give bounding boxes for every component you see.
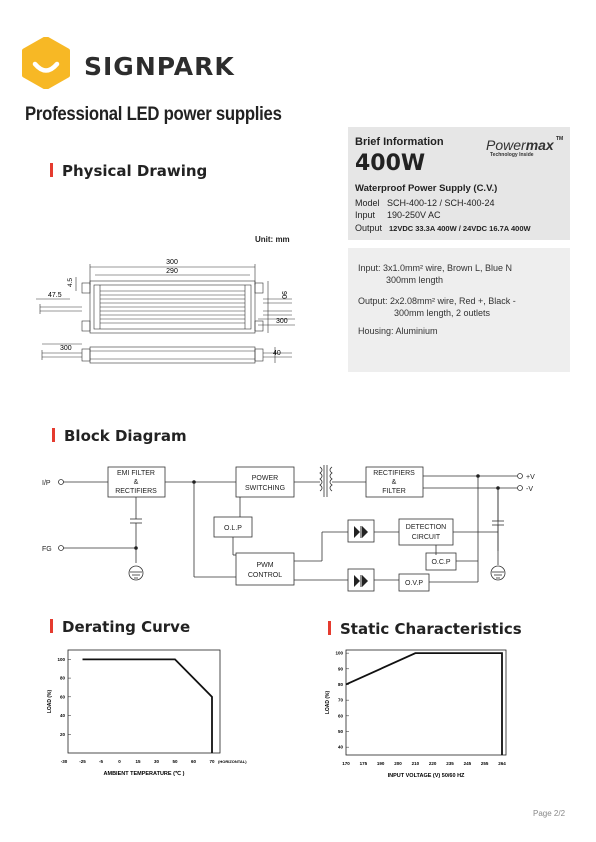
- x-end-label: (HORIZONTAL): [218, 759, 247, 764]
- wiring-specs-panel: [348, 248, 570, 372]
- rf-label-1: RECTIFIERS: [373, 470, 415, 477]
- y-tick-label: 50: [337, 728, 343, 734]
- wattage: 400W: [355, 151, 426, 176]
- x-tick-label: 170: [342, 761, 350, 766]
- spec-input-2: 300mm length: [386, 275, 444, 285]
- x-tick-label: 50: [172, 759, 178, 764]
- powermax-logo: Powermax: [486, 137, 554, 153]
- ovp-label: O.V.P: [404, 580, 424, 587]
- y-tick-label: 60: [59, 694, 65, 700]
- product-subtitle: Waterproof Power Supply (C.V.): [355, 183, 498, 194]
- x-tick-label: 0: [118, 759, 121, 764]
- chart-frame: [68, 650, 220, 753]
- page-title: Professional LED power supplies: [25, 104, 282, 125]
- dim-90: 90: [280, 291, 287, 299]
- det-label-1: DETECTION: [405, 524, 447, 531]
- y-tick-label: 40: [59, 713, 65, 719]
- emi-label-3: RECTIFIERS: [115, 488, 157, 495]
- pwm-label-2: CONTROL: [247, 572, 283, 579]
- ps-label-2: SWITCHING: [244, 485, 286, 492]
- x-tick-label: 190: [376, 761, 385, 766]
- x-tick-label: 255: [480, 761, 489, 766]
- x-tick-label: 30: [153, 759, 160, 764]
- series-line: [83, 659, 213, 753]
- x-tick-label: 235: [446, 761, 454, 766]
- label-ip: I/P: [42, 480, 51, 487]
- brief-heading: Brief Information: [355, 136, 444, 148]
- block-diagram: [30, 455, 570, 595]
- x-tick-label: 60: [190, 759, 197, 764]
- x-axis-label: AMBIENT TEMPERATURE (℃ ): [103, 771, 185, 777]
- spec-output-1: Output: 2x2.08mm² wire, Red +, Black -: [358, 296, 516, 306]
- pwm-label-1: PWM: [256, 562, 274, 569]
- y-axis-label: LOAD (%): [325, 690, 331, 715]
- label-vminus: -V: [526, 486, 533, 493]
- dim-47-5: 47.5: [48, 292, 62, 299]
- brief-info-panel: [348, 127, 570, 240]
- y-tick-label: 90: [337, 666, 343, 672]
- x-tick-label: -30: [60, 759, 68, 764]
- x-tick-label: 245: [463, 761, 472, 766]
- y-tick-label: 20: [59, 731, 65, 737]
- spec-output-2: 300mm length, 2 outlets: [394, 308, 491, 318]
- page-number: Page 2/2: [533, 809, 566, 818]
- dim-300-right: 300: [276, 318, 288, 325]
- ocp-label: O.C.P: [431, 559, 451, 566]
- output-row: Output 12VDC 33.3A 400W / 24VDC 16.7A 400W: [355, 223, 531, 233]
- x-tick-label: -25: [79, 759, 86, 764]
- x-axis-label: INPUT VOLTAGE (V) 50/60 HZ: [387, 773, 465, 779]
- x-tick-label: 200: [394, 761, 402, 766]
- y-tick-label: 80: [59, 675, 65, 681]
- rf-label-3: FILTER: [382, 488, 406, 495]
- x-tick-label: 264: [498, 761, 506, 766]
- x-tick-label: 220: [428, 761, 437, 766]
- emi-label-1: EMI FILTER: [117, 470, 155, 477]
- x-tick-label: 210: [411, 761, 420, 766]
- dim-300-top: 300: [166, 259, 178, 266]
- series-line: [346, 653, 502, 755]
- det-label-2: CIRCUIT: [411, 534, 441, 541]
- spec-input-1: Input: 3x1.0mm² wire, Brown L, Blue N: [358, 263, 513, 273]
- y-tick-label: 60: [337, 713, 343, 719]
- x-tick-label: 15: [135, 759, 141, 764]
- section-title-derating: Derating Curve: [50, 618, 190, 636]
- x-tick-label: 70: [209, 759, 215, 764]
- section-title-physical: Physical Drawing: [50, 162, 207, 180]
- physical-drawing: [30, 255, 330, 375]
- powermax-tm: TM: [556, 136, 564, 142]
- spec-housing: Housing: Aluminium: [358, 326, 438, 336]
- rf-label-2: &: [391, 479, 397, 486]
- signpark-logo-icon: [20, 37, 72, 89]
- y-tick-label: 80: [337, 681, 343, 687]
- emi-label-2: &: [133, 479, 139, 486]
- olp-label: O.L.P: [224, 525, 242, 532]
- powermax-tagline: Technology Inside: [490, 152, 534, 158]
- chart-frame: [346, 650, 506, 755]
- power-switching-block: [236, 467, 294, 497]
- label-vplus: +V: [526, 474, 535, 481]
- ps-label-1: POWER: [251, 475, 279, 482]
- drawing-unit: Unit: mm: [255, 235, 290, 244]
- brand-name: SIGNPARK: [84, 52, 235, 81]
- y-axis-label: LOAD (%): [47, 689, 53, 714]
- y-tick-label: 40: [337, 744, 343, 750]
- y-tick-label: 70: [337, 697, 343, 703]
- dim-300-side: 300: [60, 345, 72, 352]
- x-tick-label: -5: [98, 759, 104, 764]
- static-chart: [318, 645, 518, 780]
- x-tick-label: 175: [359, 761, 368, 766]
- label-fg: FG: [42, 546, 52, 553]
- pwm-control-block: [236, 553, 294, 585]
- dim-4-5: 4.5: [67, 277, 74, 287]
- section-title-block: Block Diagram: [52, 427, 187, 445]
- detection-circuit-block: [399, 519, 453, 545]
- section-title-static: Static Characteristics: [328, 620, 522, 638]
- y-tick-label: 100: [57, 656, 65, 662]
- input-row: Input 190-250V AC: [355, 210, 441, 220]
- y-tick-label: 100: [335, 650, 343, 656]
- model-row: Model SCH-400-12 / SCH-400-24: [355, 198, 495, 208]
- derating-chart: [28, 645, 268, 780]
- dim-40: 40: [273, 350, 281, 357]
- dim-290: 290: [166, 268, 178, 275]
